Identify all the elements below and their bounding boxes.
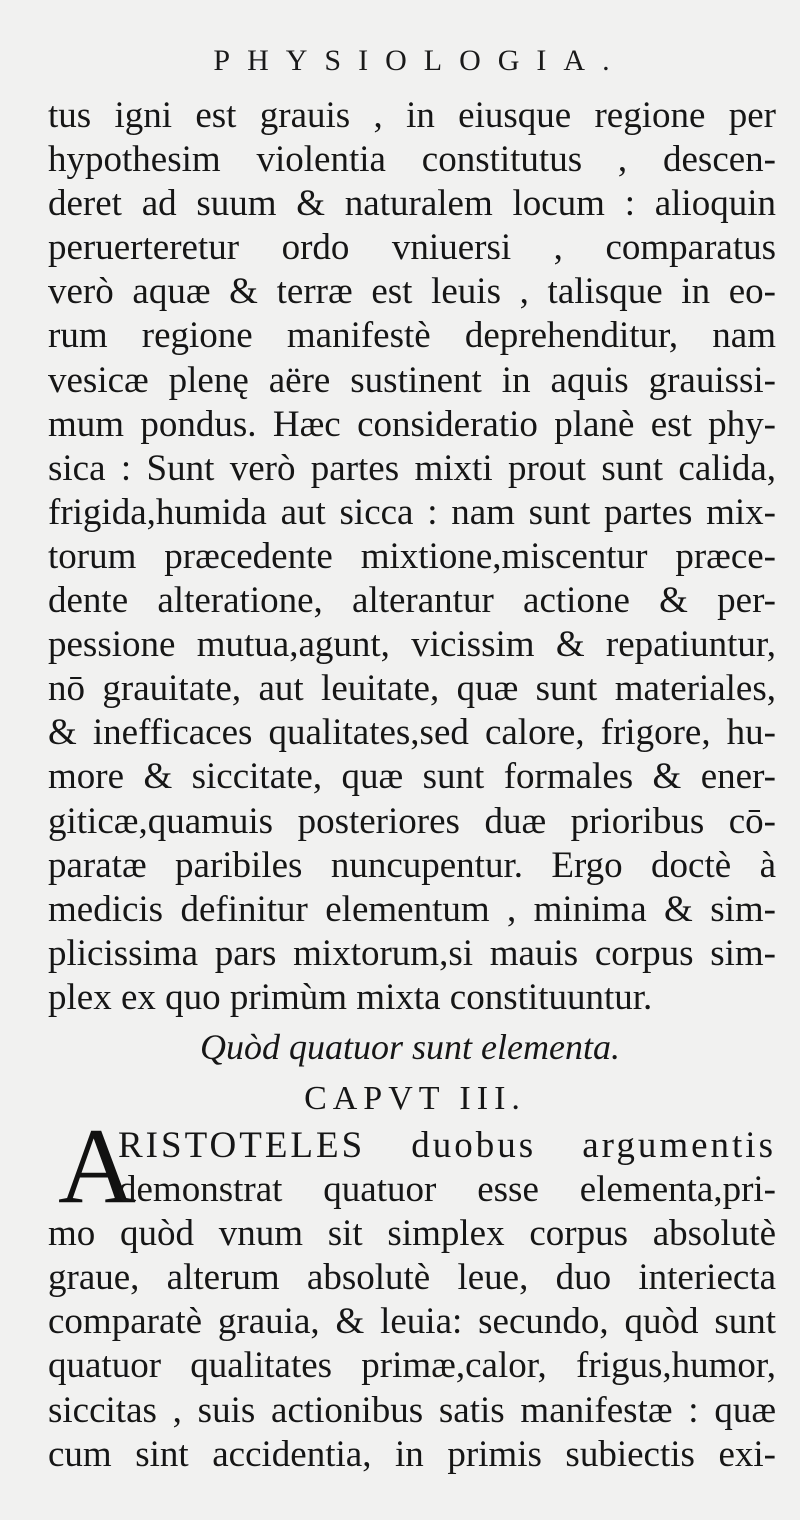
text-line: graue, alterum absolutè leue, duo interiecta <box>48 1257 776 1299</box>
drop-cap: A <box>58 1107 136 1226</box>
text-line: demonstrat quatuor esse elementa,pri- <box>118 1169 776 1211</box>
text-line: mo quòd vnum sit simplex corpus absolutè <box>48 1213 776 1255</box>
chapter-number: CAPVT III. <box>304 1080 526 1117</box>
text-line: pessione mutua,agunt, vicissim & repatiuntur, <box>48 624 776 666</box>
text-line: verò aquæ & terræ est leuis , talisque in eo- <box>48 271 776 313</box>
text-line: frigida,humida aut sicca : nam sunt partes mix- <box>48 491 776 533</box>
text-line: sica : Sunt verò partes mixti prout sunt calida, <box>48 447 776 489</box>
running-title: PHYSIOLOGIA. <box>213 44 627 77</box>
text-line: cum sint accidentia, in primis subiectis exi- <box>48 1433 776 1475</box>
text-line: tus igni est grauis , in eiusque regione per <box>48 95 776 136</box>
text-line: torum præcedente mixtione,miscentur præce- <box>48 535 776 577</box>
text-line: peruerteretur ordo vniuersi , comparatus <box>48 227 776 269</box>
text-line: medicis definitur elementum , minima & sim- <box>48 888 776 930</box>
text-line: siccitas , suis actionibus satis manifestæ : quæ <box>48 1389 776 1431</box>
chapter-title: Quòd quatuor sunt elementa. <box>200 1027 620 1067</box>
text-line: giticæ,quamuis posteriores duæ prioribus cō- <box>48 800 776 842</box>
body-text <box>48 94 776 1020</box>
text-line: & inefficaces qualitates,sed calore, frigore, hu- <box>48 712 776 754</box>
text-line: deret ad suum & naturalem locum : alioquin <box>48 183 776 225</box>
text-line: nō grauitate, aut leuitate, quæ sunt materiales, <box>48 668 776 710</box>
text-line: quatuor qualitates primæ,calor, frigus,humor, <box>48 1345 776 1387</box>
text-line: comparatè grauia, & leuia: secundo, quòd sunt <box>48 1301 776 1343</box>
text-line: hypothesim violentia constitutus , descen- <box>48 139 776 181</box>
text-line: vesicæ plenę aëre sustinent in aquis grauissi- <box>48 359 776 401</box>
text-line: mum pondus. Hæc consideratio planè est phy- <box>48 403 776 445</box>
text-line: rum regione manifestè deprehenditur, nam <box>48 315 776 357</box>
text-line: more & siccitate, quæ sunt formales & ener- <box>48 756 776 798</box>
chapter-text <box>48 1107 776 1477</box>
text-line: paratæ paribiles nuncupentur. Ergo doctè à <box>48 844 776 886</box>
text-line: plicissima pars mixtorum,si mauis corpus sim- <box>48 932 776 974</box>
text-line: RISTOTELES duobus argumentis <box>118 1125 776 1166</box>
text-line: plex ex quo primùm mixta constituuntur. <box>48 976 653 1018</box>
text-line: dente alteratione, alterantur actione & per- <box>48 580 776 622</box>
